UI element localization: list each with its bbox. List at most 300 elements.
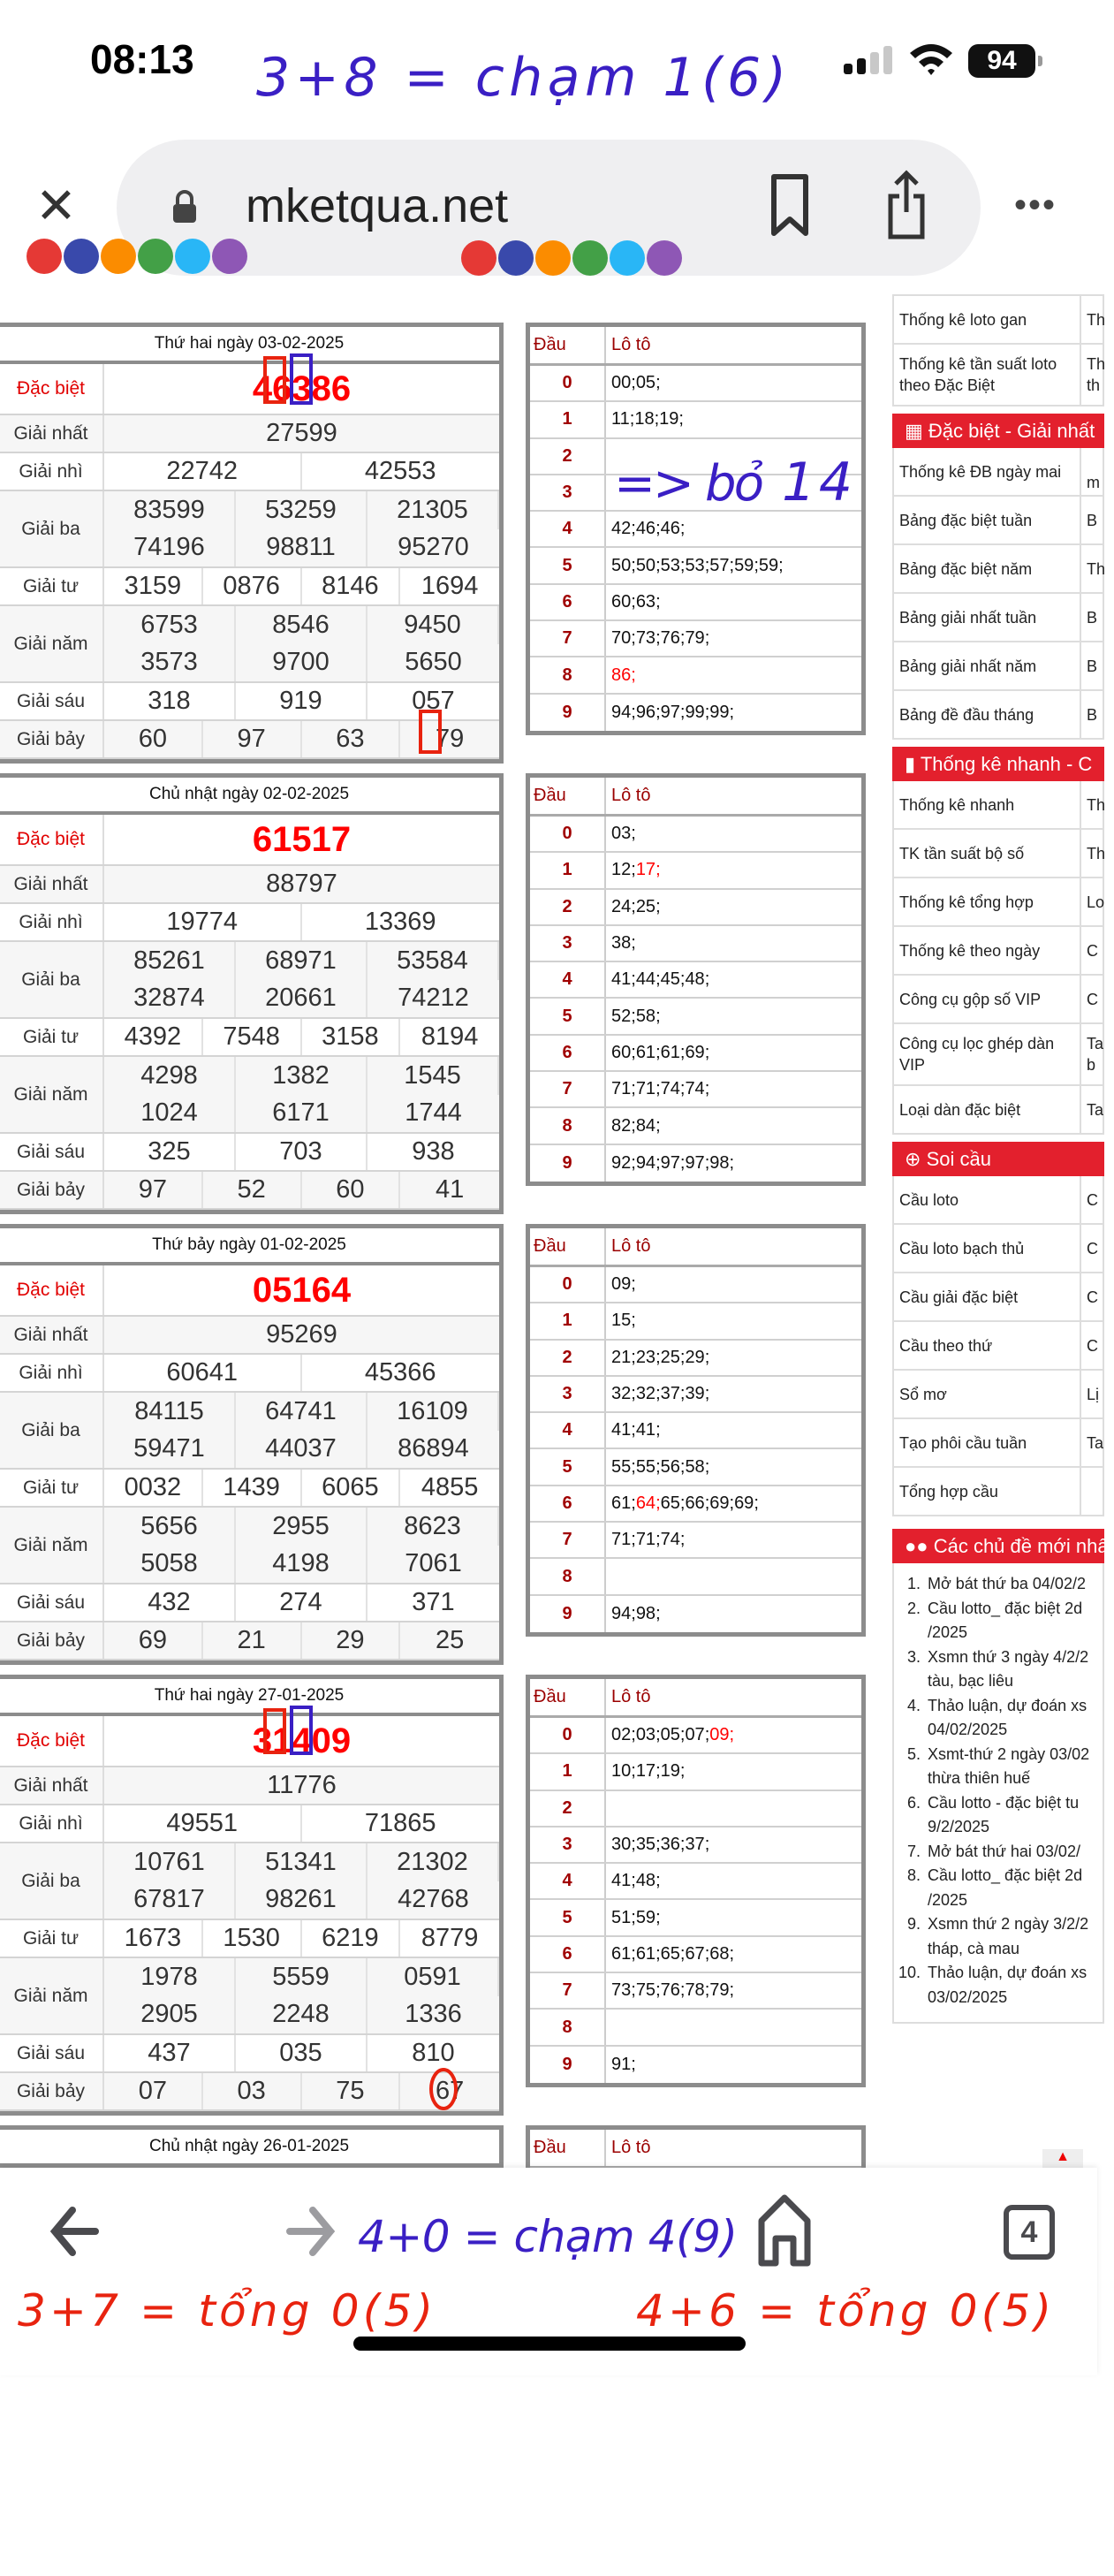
prize-number: 3158 (302, 1019, 401, 1055)
sidebar-link[interactable] (892, 691, 1104, 740)
loto-head-digit: 7 (530, 1523, 606, 1557)
loto-number: 10 ; (611, 1761, 636, 1782)
sidebar-link[interactable] (892, 296, 1104, 345)
sidebar-link[interactable] (892, 448, 1104, 497)
loto-number: 60 ; (611, 1043, 636, 1063)
loto-head-digit: 4 (530, 512, 606, 546)
prize-row (0, 1057, 499, 1134)
topic-item[interactable] (894, 1864, 1103, 1912)
prize-number: 8623 (368, 1508, 499, 1546)
sidebar-link-label[interactable]: Thống kê loto gan (894, 296, 1081, 343)
loto-number: 05 ; (661, 1725, 686, 1745)
sidebar-link-label[interactable]: Công cụ lọc ghép dàn VIP (894, 1024, 1081, 1084)
prize-number: 8146 (302, 568, 401, 604)
annotation-text: 14 (782, 452, 853, 513)
status-bar (0, 0, 1097, 124)
loto-row (530, 1937, 861, 1973)
topic-line[interactable]: Mở bát thứ hai 03/02/ (928, 1842, 1080, 1860)
prize-number: 035 (236, 2035, 368, 2071)
first-prize: 88797 (266, 870, 337, 898)
sidebar-link-desc: Th (1087, 310, 1106, 329)
loto-number: 37 ; (661, 1384, 686, 1404)
loto-number: 53 ; (685, 556, 709, 576)
lock-icon (171, 189, 198, 224)
loto-number: 63 ; (636, 592, 661, 612)
loto-number: 69 ; (709, 1493, 734, 1514)
topic-item[interactable] (894, 1597, 1103, 1645)
prize-row (0, 1393, 499, 1470)
prize-label: Đặc biệt (0, 364, 104, 414)
loto-head-digit: 3 (530, 926, 606, 961)
sidebar-link-desc: Th (1087, 844, 1106, 862)
loto-number: 03 ; (636, 1725, 661, 1745)
sidebar-link-label[interactable]: Sổ mơ (894, 1371, 1081, 1417)
sidebar-link[interactable] (892, 545, 1104, 594)
sidebar-link[interactable] (892, 1273, 1104, 1322)
prize-number: 274 (236, 1584, 368, 1621)
prize-row (0, 1920, 499, 1958)
loto-number: 00 ; (611, 373, 636, 393)
loto-row (530, 1303, 861, 1340)
loto-head-digit: 2 (530, 1791, 606, 1826)
loto-row (530, 1718, 861, 1754)
prize-label: Giải ba (0, 1393, 104, 1468)
prize-row (0, 1622, 499, 1660)
prize-label: Giải tư (0, 1470, 104, 1506)
loto-number: 02 ; (611, 1725, 636, 1745)
loto-number: 79 ; (709, 1980, 734, 2001)
prize-number: 5058 (104, 1546, 236, 1584)
loto-number: 09 ; (709, 1725, 734, 1745)
prize-label: Giải nhì (0, 904, 104, 940)
topic-item[interactable] (894, 1791, 1103, 1840)
sidebar-link-label[interactable]: Thống kê tổng hợp (894, 878, 1081, 925)
section-title: Đặc biệt - Giải nhất (928, 420, 1095, 442)
sidebar-link[interactable] (892, 1419, 1104, 1468)
loto-number: 61 ; (636, 1043, 661, 1063)
loto-head-digit: 8 (530, 2010, 606, 2044)
topic-number: 8. (906, 1866, 921, 1884)
prize-number: 63 (302, 721, 401, 757)
loto-table (526, 1675, 866, 2087)
loto-number: 39 ; (685, 1384, 709, 1404)
prize-row (0, 1958, 499, 2035)
prize-number: 03 (203, 2073, 302, 2109)
loto-row (530, 817, 861, 853)
prize-number: 3573 (104, 644, 236, 682)
loto-row (530, 1072, 861, 1108)
prize-number: 4198 (236, 1546, 368, 1584)
sidebar-link-desc: B (1087, 511, 1098, 529)
loto-head-digit: 0 (530, 1267, 606, 1302)
sidebar-link-label[interactable]: Cầu giải đặc biệt (894, 1273, 1081, 1320)
loto-values-label: Lô tô (611, 335, 651, 354)
sidebar-link-desc: m (1087, 473, 1100, 491)
prize-row (0, 1355, 499, 1393)
prize-row (0, 683, 499, 721)
sidebar-link-label[interactable]: Tổng hợp cầu (894, 1468, 1081, 1515)
loto-head-digit: 2 (530, 439, 606, 474)
prize-number: 83599 (104, 491, 236, 529)
sidebar-link[interactable] (892, 1225, 1104, 1273)
topic-line[interactable]: Thảo luận, dự đoán xs (928, 1964, 1087, 1981)
topic-list (892, 1563, 1104, 2024)
scroll-to-top-button[interactable]: ▲ (1042, 2149, 1083, 2176)
loto-number: 71 ; (611, 1079, 636, 1099)
loto-number: 41 ; (636, 1420, 661, 1440)
loto-head-digit: 3 (530, 475, 606, 510)
sidebar (892, 294, 1114, 2024)
loto-head-digit: 6 (530, 585, 606, 619)
topic-item[interactable] (894, 1694, 1103, 1743)
prize-number: 22742 (104, 453, 302, 490)
sidebar-link-label[interactable]: Tạo phôi cầu tuần (894, 1419, 1081, 1466)
topic-line[interactable]: 03/02/2025 (928, 1987, 1008, 2006)
loto-number: 61 ; (661, 1043, 686, 1063)
loto-head-label: Đầu (530, 1679, 606, 1715)
sidebar-link[interactable] (892, 878, 1104, 927)
sidebar-link[interactable] (892, 497, 1104, 545)
prize-label: Đặc biệt (0, 815, 104, 864)
loto-head-digit: 6 (530, 1036, 606, 1070)
prize-row (0, 1843, 499, 1920)
topic-number: 4. (906, 1696, 921, 1714)
prize-label: Đặc biệt (0, 1265, 104, 1315)
prize-number: 60641 (104, 1355, 302, 1391)
loto-number: 65 ; (661, 1944, 686, 1964)
sidebar-link-label[interactable]: Thống kê ĐB ngày mai (894, 448, 1081, 495)
loto-head-digit: 9 (530, 1145, 606, 1182)
loto-row (530, 999, 861, 1035)
prize-row (0, 2073, 499, 2111)
prize-number: 13369 (364, 908, 436, 936)
loto-head-digit: 6 (530, 1486, 606, 1521)
loto-number: 76 ; (661, 628, 686, 649)
prize-label: Giải bảy (0, 1172, 104, 1208)
sidebar-link-label[interactable]: Loại dàn đặc biệt (894, 1086, 1081, 1133)
sidebar-link-label[interactable]: Bảng đề đầu tháng (894, 691, 1081, 738)
forward-arrow-icon[interactable] (286, 2205, 336, 2258)
prize-number: 98811 (236, 529, 368, 567)
sidebar-link-desc: B (1087, 705, 1098, 724)
loto-number: 71 ; (611, 1530, 636, 1550)
sidebar-link-desc: Th (1087, 559, 1106, 578)
loto-number: 61 ; (611, 1944, 636, 1964)
topic-line[interactable]: 04/02/2025 (928, 1721, 1008, 1738)
sidebar-link[interactable] (892, 1176, 1104, 1225)
loto-number: 42 ; (611, 519, 636, 539)
prize-number: 938 (412, 1137, 455, 1166)
prize-label: Giải sáu (0, 2035, 104, 2071)
sidebar-link[interactable] (892, 830, 1104, 878)
prize-number: 371 (412, 1588, 455, 1616)
loto-number: 73 ; (611, 1980, 636, 2001)
sidebar-link-label[interactable]: Bảng đặc biệt tuần (894, 497, 1081, 543)
loto-number: 41 ; (611, 1420, 636, 1440)
sidebar-section-header (892, 1142, 1104, 1176)
topic-item[interactable] (894, 1743, 1103, 1791)
prize-number: 98261 (236, 1881, 368, 1919)
loto-row (530, 439, 861, 475)
prize-number: 1024 (104, 1095, 236, 1133)
topic-line[interactable]: Cầu lotto_ đặc biệt 2d (928, 1599, 1083, 1617)
prize-number: 919 (236, 683, 368, 719)
loto-number: 24 ; (611, 897, 636, 917)
topic-line[interactable]: Thảo luận, dự đoán xs (928, 1696, 1087, 1714)
prize-row (0, 1470, 499, 1508)
loto-head-digit: 2 (530, 890, 606, 924)
prize-number: 4392 (104, 1019, 203, 1055)
users-icon: ●● (905, 1535, 928, 1557)
results-table (0, 773, 504, 1214)
prize-row (0, 1584, 499, 1622)
prize-number: 6219 (302, 1920, 401, 1957)
loto-head-label: Đầu (530, 778, 606, 814)
prize-number: 16109 (368, 1393, 499, 1431)
more-options-icon[interactable]: ••• (1014, 186, 1057, 224)
annotation-text: 3+8 = chạm 1(6) (256, 47, 786, 109)
sidebar-link[interactable] (892, 1024, 1104, 1086)
topic-line[interactable]: Xsmn thứ 3 ngày 4/2/2 (928, 1647, 1089, 1666)
loto-row (530, 1864, 861, 1900)
prize-label: Giải tư (0, 568, 104, 604)
results-table (0, 1675, 504, 2116)
prize-number: 53584 (368, 942, 499, 980)
topic-item[interactable] (894, 1840, 1103, 1865)
prize-number: 25 (435, 1626, 465, 1654)
prize-number: 6171 (236, 1095, 368, 1133)
annotation-text: 4+0 = chạm 4(9) (358, 2211, 738, 2262)
loto-head-digit: 2 (530, 1341, 606, 1375)
loto-values-label: Lô tô (611, 786, 651, 805)
sidebar-section-header (892, 1529, 1114, 1563)
prize-row (0, 1716, 499, 1767)
prize-label: Giải bảy (0, 2073, 104, 2109)
draw-date: Chủ nhật ngày 26-01-2025 (0, 2130, 499, 2167)
prize-row (0, 904, 499, 942)
loto-head-digit: 9 (530, 695, 606, 731)
loto-number: 96 ; (636, 703, 661, 723)
topic-line[interactable]: thừa thiên huế (928, 1769, 1031, 1787)
sidebar-link[interactable] (892, 781, 1104, 830)
prize-number: 49551 (104, 1805, 302, 1842)
sidebar-link-label[interactable]: Công cụ gộp số VIP (894, 976, 1081, 1022)
section-title: Soi cầu (926, 1148, 991, 1170)
topic-line[interactable]: 9/2/2025 (928, 1818, 990, 1835)
sidebar-link-label[interactable]: Thống kê nhanh (894, 781, 1081, 828)
loto-number: 32 ; (611, 1384, 636, 1404)
prize-number: 1673 (104, 1920, 203, 1957)
prize-number: 2248 (236, 1996, 368, 2034)
loto-number: 57 ; (709, 556, 734, 576)
topic-line[interactable]: Cầu lotto - đặc biệt tu (928, 1793, 1080, 1812)
loto-number: 07 ; (685, 1725, 709, 1745)
sidebar-link[interactable] (892, 1322, 1104, 1371)
prize-label: Giải ba (0, 1843, 104, 1919)
prize-number: 97 (104, 1172, 203, 1208)
topic-line[interactable]: Mở bát thứ ba 04/02/2 (928, 1575, 1086, 1592)
prize-number: 52 (203, 1172, 302, 1208)
loto-row (530, 402, 861, 438)
prize-number: 29 (302, 1622, 401, 1659)
prize-number: 64741 (236, 1393, 368, 1431)
topic-line[interactable]: /2025 (928, 1623, 968, 1641)
url-text[interactable]: mketqua.net (246, 179, 509, 232)
loto-row (530, 853, 861, 889)
prize-number: 67817 (104, 1881, 236, 1919)
sidebar-link-desc: C (1087, 990, 1098, 1008)
sidebar-link-desc: C (1087, 1239, 1098, 1258)
annotation-text: 4+6 = tổng 0(5) (636, 2285, 1051, 2337)
prize-number: 1978 (104, 1958, 236, 1996)
prize-number: 6065 (302, 1470, 401, 1506)
prize-number: 325 (104, 1134, 236, 1170)
topic-item[interactable] (894, 1572, 1103, 1597)
prize-number: 84115 (104, 1393, 236, 1431)
sidebar-link[interactable] (892, 642, 1104, 691)
loto-number: 99 ; (685, 703, 709, 723)
loto-row (530, 1108, 861, 1144)
loto-number: 75 ; (636, 1980, 661, 2001)
prize-number: 5559 (236, 1958, 368, 1996)
prize-label: Giải bảy (0, 721, 104, 757)
sidebar-link-label[interactable]: Cầu theo thứ (894, 1322, 1081, 1369)
prize-row (0, 721, 499, 759)
topic-line[interactable]: tháp, cà mau (928, 1939, 1020, 1957)
loto-number: 71 ; (636, 1079, 661, 1099)
prize-number: 2955 (236, 1508, 368, 1546)
loto-table (526, 773, 866, 1186)
home-icon[interactable] (758, 2194, 811, 2265)
sidebar-link[interactable] (892, 594, 1104, 642)
sidebar-link-desc: C (1087, 941, 1098, 960)
prize-number: 810 (412, 2039, 455, 2067)
topic-line[interactable]: Cầu lotto_ đặc biệt 2d (928, 1866, 1083, 1884)
topic-item[interactable] (894, 1912, 1103, 1961)
loto-number: 58 ; (685, 1457, 709, 1478)
topic-line[interactable]: /2025 (928, 1890, 968, 1909)
sidebar-link[interactable] (892, 1468, 1104, 1516)
loto-row (530, 621, 861, 657)
topic-item[interactable] (894, 1645, 1103, 1694)
prize-number: 2905 (104, 1996, 236, 2034)
prize-label: Đặc biệt (0, 1716, 104, 1766)
loto-head-digit: 7 (530, 1072, 606, 1106)
topic-item[interactable] (894, 1961, 1103, 2010)
loto-head-digit: 1 (530, 402, 606, 437)
prize-number: 703 (236, 1134, 368, 1170)
prize-label: Giải nhì (0, 1805, 104, 1842)
prize-number: 10761 (104, 1843, 236, 1881)
loto-head-digit: 4 (530, 1413, 606, 1448)
sidebar-link[interactable] (892, 1086, 1104, 1135)
loto-number: 69 ; (734, 1493, 759, 1514)
prize-row (0, 453, 499, 491)
prize-number: 0591 (368, 1958, 499, 1996)
loto-row (530, 1341, 861, 1377)
loto-number: 66 ; (685, 1493, 709, 1514)
topic-line[interactable]: Xsmn thứ 2 ngày 3/2/2 (928, 1915, 1089, 1933)
loto-number: 36 ; (661, 1835, 686, 1855)
loto-table (526, 1224, 866, 1637)
loto-number: 97 ; (661, 1153, 686, 1174)
loto-number: 09 ; (611, 1274, 636, 1295)
prize-number: 8194 (421, 1022, 479, 1051)
prize-label: Giải năm (0, 1508, 104, 1583)
sidebar-link-label[interactable]: TK tần suất bộ số (894, 830, 1081, 877)
sidebar-link[interactable] (892, 976, 1104, 1024)
sidebar-link-label[interactable]: Bảng giải nhất năm (894, 642, 1081, 689)
sidebar-link[interactable] (892, 345, 1104, 407)
loto-number: 19 ; (659, 409, 684, 429)
loto-number: 53 ; (661, 556, 686, 576)
loto-head-digit: 4 (530, 1864, 606, 1898)
sidebar-link-label[interactable]: Cầu loto bạch thủ (894, 1225, 1081, 1272)
prize-number: 21302 (368, 1843, 499, 1881)
prize-number: 41 (435, 1175, 465, 1204)
loto-number: 94 ; (636, 1153, 661, 1174)
sidebar-link-label[interactable]: Bảng đặc biệt năm (894, 545, 1081, 592)
prize-number: 9700 (236, 644, 368, 682)
loto-values-label: Lô tô (611, 1236, 651, 1256)
table-icon: ▦ (905, 420, 923, 442)
back-arrow-icon[interactable] (49, 2205, 99, 2258)
prize-number: 75 (302, 2073, 401, 2109)
topic-number: 5. (906, 1744, 921, 1763)
loto-number: 35 ; (636, 1835, 661, 1855)
loto-table (526, 2125, 866, 2173)
prize-row (0, 364, 499, 415)
sidebar-link[interactable] (892, 1371, 1104, 1419)
prize-number: 0876 (203, 568, 302, 604)
loto-row (530, 1486, 861, 1523)
prize-number: 67 (435, 2077, 465, 2105)
loto-row (530, 1900, 861, 1936)
share-icon[interactable] (887, 170, 926, 240)
close-icon[interactable]: ✕ (35, 178, 77, 233)
sidebar-link-label[interactable]: Bảng giải nhất tuần (894, 594, 1081, 641)
loto-values-label: Lô tô (611, 1687, 651, 1706)
loto-number: 71 ; (636, 1530, 661, 1550)
annotation-text: 3+7 = tổng 0(5) (18, 2285, 433, 2337)
loto-row (530, 1791, 861, 1828)
loto-number: 58 ; (636, 1007, 661, 1027)
tabs-button[interactable]: 4 (1004, 2205, 1055, 2260)
prize-number: 3159 (104, 568, 203, 604)
sidebar-link-label[interactable]: Thống kê tần suất loto theo Đặc Biệt (894, 345, 1081, 405)
sidebar-link-label[interactable]: Cầu loto (894, 1176, 1081, 1223)
loto-number: 94 ; (611, 703, 636, 723)
prize-row (0, 1019, 499, 1057)
special-prize: 31409 (252, 1721, 352, 1760)
sidebar-link-label[interactable]: Thống kê theo ngày (894, 927, 1081, 974)
loto-number: 59 ; (734, 556, 759, 576)
draw-date: Thứ hai ngày 27-01-2025 (0, 1679, 499, 1716)
loto-number: 99 ; (709, 703, 734, 723)
draw-date: Thứ bảy ngày 01-02-2025 (0, 1228, 499, 1265)
prize-label: Giải tư (0, 1019, 104, 1055)
logo-balls-right (461, 256, 684, 297)
loto-row (530, 1449, 861, 1486)
loto-number: 97 ; (685, 1153, 709, 1174)
loto-number: 73 ; (636, 628, 661, 649)
topic-line[interactable]: tàu, bạc liêu (928, 1672, 1014, 1690)
loto-row (530, 1596, 861, 1632)
bookmark-icon[interactable] (770, 173, 809, 237)
sidebar-link[interactable] (892, 927, 1104, 976)
loto-number: 59 ; (759, 556, 784, 576)
topic-line[interactable]: Xsmt-thứ 2 ngày 03/02 (928, 1744, 1090, 1763)
